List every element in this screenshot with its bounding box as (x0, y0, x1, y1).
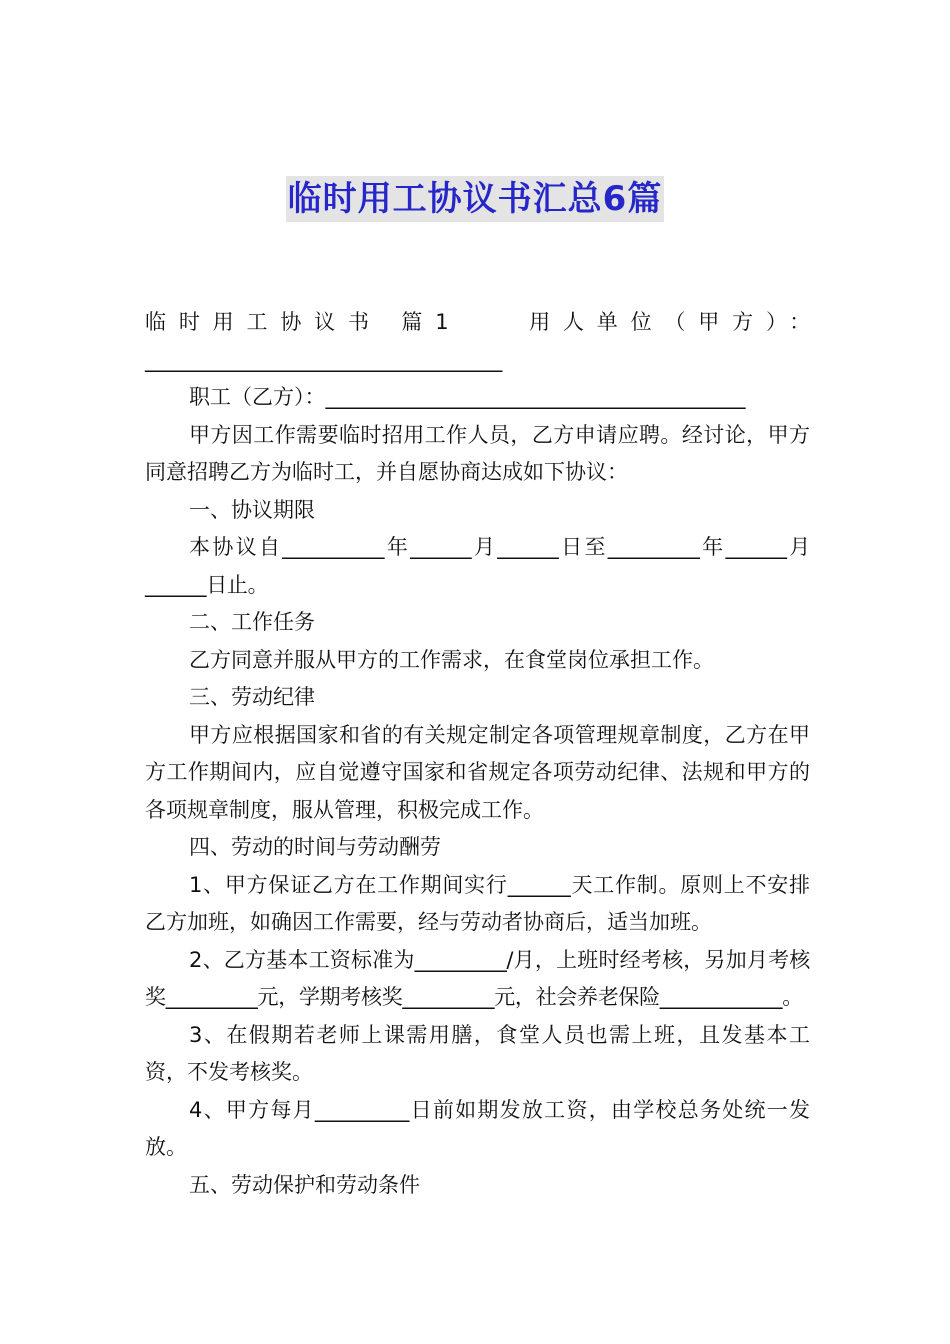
paragraph-7: 1、甲方保证乙方在工作期间实行______天工作制。原则上不安排乙方加班，如确因工作需要，经与劳动者协商后，适当加班。 (145, 872, 810, 934)
section-heading-1: 一、协议期限 (189, 497, 315, 522)
paragraph-6: 甲方应根据国家和省的有关规定制定各项管理规章制度，乙方在甲方工作期间内，应自觉遵守国家和省规定各项劳动纪律、法规和甲方的各项规章制度，服从管理，积极完成工作。 (145, 722, 810, 822)
section-heading-5: 五、劳动保护和劳动条件 (189, 1172, 420, 1197)
paragraph-4: 本协议自__________年______月______日至_________年______月______日止。 (145, 535, 810, 597)
paragraph-9: 3、在假期若老师上课需用膳，食堂人员也需上班，且发基本工资，不发考核奖。 (145, 1022, 810, 1084)
paragraph-2: 职工（乙方）：________________________________________ (189, 385, 746, 409)
document-title: 临时用工协议书汇总6篇 (286, 176, 665, 222)
paragraph-5: 乙方同意并服从甲方的工作需求，在食堂岗位承担工作。 (189, 647, 714, 672)
section-heading-3: 三、劳动纪律 (189, 685, 315, 709)
title-container (0, 176, 950, 222)
section-heading-2: 二、工作任务 (189, 610, 315, 634)
document-body (145, 304, 810, 1204)
paragraph-10: 4、甲方每月_________日前如期发放工资，由学校总务处统一发放。 (145, 1097, 810, 1159)
paragraph-3: 甲方因工作需要临时招用工作人员，乙方申请应聘。经讨论，甲方同意招聘乙方为临时工，并自愿协商达成如下协议： (145, 422, 810, 484)
paragraph-8: 2、乙方基本工资标准为_________/月，上班时经考核，另加月考核奖_________元，学期考核奖_________元，社会养老保险____________。 (145, 947, 810, 1009)
paragraph-1: 临时用工协议书 篇1 用人单位（甲方）：___________________________________ (145, 310, 810, 372)
section-heading-4: 四、劳动的时间与劳动酬劳 (189, 835, 441, 859)
